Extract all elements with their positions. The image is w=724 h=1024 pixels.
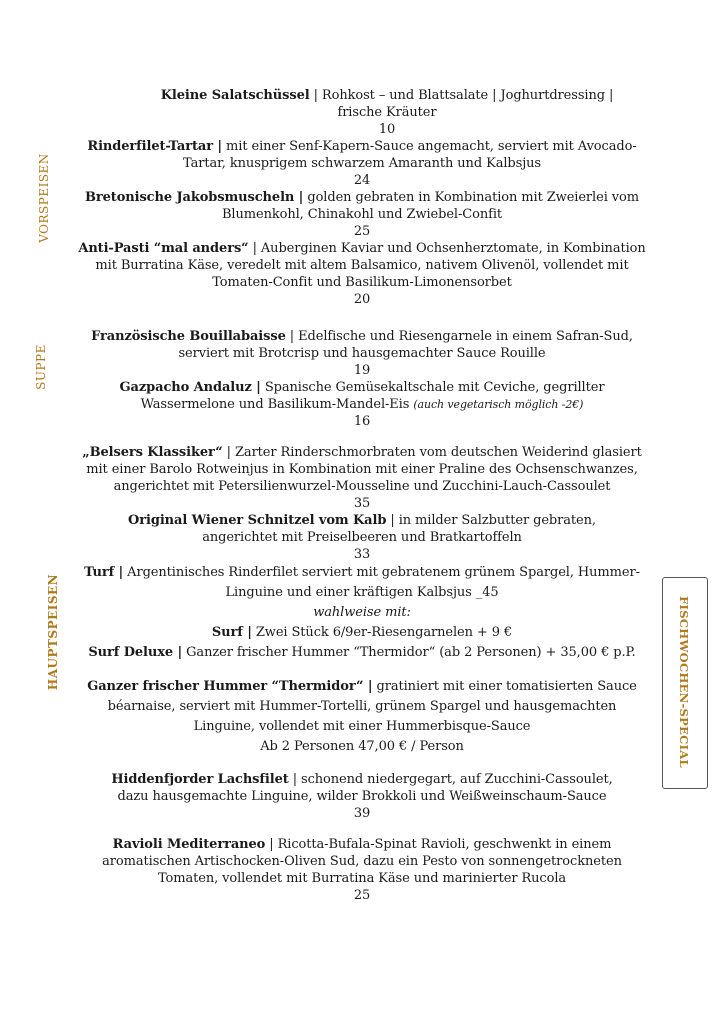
item-price: 19	[353, 363, 371, 378]
item-price: 39	[353, 806, 371, 821]
item-description: | Auberginen Kaviar und Ochsenherztomate, in Kombination mit Burratina Käse, veredelt mit altem Balsamico, nativem Olivenöl, vollendet mit Tomaten-Confit und Basilikum-Limonensorbet	[95, 241, 646, 290]
item-name: Kleine Salatschüssel	[160, 88, 310, 103]
item-description: gratiniert mit einer tomatisierten Sauce béarnaise, serviert mit Hummer-Tortelli, grünem Spargel und hausgemachten Linguine, vollendet mit einer Hummerbisque-Sauce	[107, 679, 637, 734]
menu-list	[78, 87, 646, 904]
item-price: 24	[353, 173, 371, 188]
item-name: Französische Bouillabaisse	[91, 329, 286, 344]
menu-item-lachs	[78, 771, 646, 822]
menu-item-bouillabaisse	[78, 328, 646, 379]
item-name: Ravioli Mediterraneo	[112, 837, 266, 852]
menu-item-salat	[78, 87, 646, 138]
item-price: 35	[353, 496, 371, 511]
item-name: Anti-Pasti “mal anders“	[78, 241, 249, 256]
item-price: 10	[378, 122, 396, 137]
item-description: Zwei Stück 6/9er-Riesengarnelen + 9 €	[251, 625, 513, 640]
menu-item-gazpacho	[78, 379, 646, 430]
spacer	[78, 822, 646, 836]
section-label-suppe: SUPPE	[33, 344, 48, 390]
item-description: | Rohkost – und Blattsalate | Joghurtdressing | frische Kräuter	[309, 88, 614, 120]
item-price: 25	[353, 224, 371, 239]
item-price: 20	[353, 292, 371, 307]
item-price: 16	[353, 414, 371, 429]
item-option-label: wahlweise mit:	[313, 605, 411, 620]
item-description: | in milder Salzbutter gebraten, angerichtet mit Preiselbeeren und Bratkartoffeln	[202, 513, 596, 545]
item-name: Rinderfilet-Tartar |	[87, 139, 223, 154]
item-name: Ganzer frischer Hummer “Thermidor“ |	[87, 679, 373, 694]
item-description: | schonend niedergegart, auf Zucchini-Cassoulet, dazu hausgemachte Linguine, wilder Brokkoli und Weißweinschaum-Sauce	[117, 772, 613, 804]
item-description: golden gebraten in Kombination mit Zweierlei vom Blumenkohl, Chinakohl und Zwiebel-Confit	[221, 190, 639, 222]
item-name: Original Wiener Schnitzel vom Kalb	[128, 513, 387, 528]
item-description: | Zarter Rinderschmorbraten vom deutschen Weiderind glasiert mit einer Barolo Rotweinjus in Kombination mit einer Praline des Ochsenschwanzes, angerichtet mit Petersilienwurzel-Mousseline und Zucchini-Lauch-Cassoulet	[86, 445, 642, 494]
item-name: Bretonische Jakobsmuscheln |	[84, 190, 304, 205]
item-description: Spanische Gemüsekaltschale mit Ceviche, gegrillter Wassermelone und Basilikum-Mandel-Eis	[140, 380, 605, 412]
menu-item-tartar	[78, 138, 646, 189]
menu-item-surf-deluxe	[78, 643, 646, 663]
menu-item-schnitzel	[78, 512, 646, 563]
spacer	[78, 663, 646, 677]
item-description: Argentinisches Rinderfilet serviert mit gebratenem grünem Spargel, Hummer-Linguine und einer kräftigen Kalbsjus _45	[123, 565, 640, 600]
menu-item-ravioli	[78, 836, 646, 904]
item-price: 33	[353, 547, 371, 562]
menu-item-turf	[78, 563, 646, 623]
item-note: (auch vegetarisch möglich -2€)	[413, 398, 584, 411]
spacer	[78, 308, 646, 328]
item-description: | Edelfische und Riesengarnele in einem Safran-Sud, serviert mit Brotcrisp und hausgemachter Sauce Rouille	[178, 329, 633, 361]
menu-item-klassiker	[78, 444, 646, 512]
section-label-hauptspeisen: HAUPTSPEISEN	[46, 573, 61, 691]
item-price: 25	[353, 888, 371, 903]
item-name: Surf Deluxe |	[88, 645, 183, 660]
item-description: Ganzer frischer Hummer “Thermidor“ (ab 2 Personen) + 35,00 € p.P.	[182, 645, 636, 660]
item-price: Ab 2 Personen 47,00 € / Person	[260, 739, 464, 754]
section-label-vorspeisen: VORSPEISEN	[36, 153, 51, 243]
spacer	[78, 430, 646, 444]
menu-item-jakobsmuscheln	[78, 189, 646, 240]
menu-item-antipasti	[78, 240, 646, 308]
special-banner-label: FISCHWOCHEN-SPECIAL	[677, 596, 691, 768]
item-name: „Belsers Klassiker“	[82, 445, 223, 460]
item-name: Turf |	[84, 565, 124, 580]
item-description: mit einer Senf-Kapern-Sauce angemacht, serviert mit Avocado-Tartar, knusprigem schwarzem Amaranth und Kalbsjus	[183, 139, 637, 171]
menu-item-surf	[78, 623, 646, 643]
item-name: Surf |	[211, 625, 252, 640]
menu-item-hummer	[78, 677, 646, 757]
item-name: Hiddenfjorder Lachsfilet	[111, 772, 289, 787]
spacer	[78, 757, 646, 771]
item-description: | Ricotta-Bufala-Spinat Ravioli, geschwenkt in einem aromatischen Artischocken-Oliven Sud, dazu ein Pesto von sonnengetrockneten Tomaten, vollendet mit Burratina Käse und marinierter Rucola	[102, 837, 622, 886]
item-name: Gazpacho Andaluz |	[119, 380, 261, 395]
